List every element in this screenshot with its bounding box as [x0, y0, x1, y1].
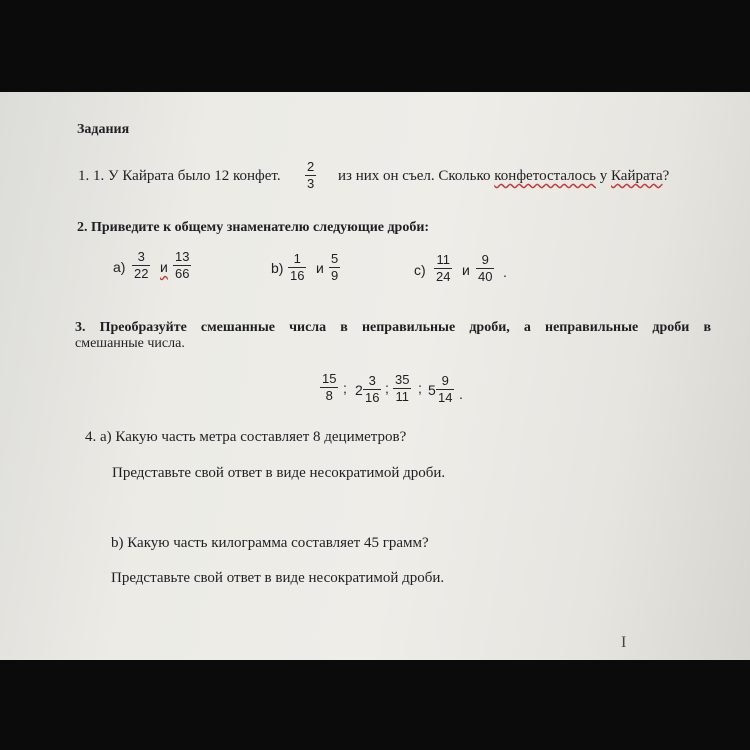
task2-a-fraction-1 — [132, 250, 150, 281]
task3-separator: ; — [418, 380, 422, 396]
task4-b-instruction: Представьте свой ответ в виде несократимой дроби. — [111, 570, 445, 586]
text-cursor-icon: I — [621, 634, 627, 651]
task1-spellcheck-word-2: Кайрата — [611, 168, 663, 184]
fraction-numerator: 2 — [307, 159, 315, 174]
task2-c-conjunction: и — [462, 262, 470, 278]
task2-b-label: b) — [271, 260, 284, 276]
task1-after-plain: из них он съел. Сколько — [338, 168, 491, 184]
fraction-numerator: 15 — [322, 371, 337, 386]
task3-fraction-4 — [436, 374, 454, 405]
task2-a-fraction-2 — [173, 250, 191, 281]
task3-fraction-1 — [320, 372, 338, 403]
task3-whole-part: 2 — [355, 382, 363, 398]
task2-c-period: . — [503, 264, 507, 280]
task1-fraction — [305, 160, 316, 191]
task2-b-fraction-2 — [329, 252, 340, 283]
task3-whole-part: 5 — [428, 382, 436, 398]
task3-period: . — [459, 386, 463, 402]
task4-b-question: b) Какую часть килограмма составляет 45 грамм? — [111, 535, 429, 551]
fraction-denominator: 3 — [307, 176, 315, 191]
fraction-numerator: 9 — [441, 373, 449, 388]
task1-spellcheck-word-1: конфетосталось — [494, 168, 596, 184]
fraction-denominator: 24 — [436, 269, 451, 284]
task1-after-mid: у — [599, 168, 608, 184]
task3-fraction-2 — [363, 374, 381, 405]
document-page — [0, 92, 750, 660]
task2-c-fraction-1 — [434, 253, 452, 284]
fraction-numerator: 1 — [293, 251, 301, 266]
fraction-denominator: 16 — [365, 390, 380, 405]
fraction-denominator: 40 — [478, 269, 493, 284]
fraction-denominator: 8 — [325, 388, 333, 403]
fraction-denominator: 9 — [331, 268, 339, 283]
task1-text-after — [338, 168, 669, 185]
task3-text-line-1: 3. Преобразуйте смешанные числа в неправильные дроби, а неправильные дроби в — [75, 320, 711, 335]
fraction-numerator: 9 — [481, 252, 489, 267]
heading: Задания — [77, 122, 130, 137]
task2-a-conjunction: и — [160, 259, 168, 275]
task2-c-label: c) — [414, 262, 426, 278]
fraction-numerator: 5 — [331, 251, 339, 266]
task2-b-fraction-1 — [288, 252, 306, 283]
task4-a-instruction: Представьте свой ответ в виде несократимой дроби. — [112, 465, 446, 481]
fraction-denominator: 14 — [438, 390, 453, 405]
task3-fraction-3 — [393, 373, 411, 404]
task2-a-label: а) — [113, 259, 126, 275]
fraction-denominator: 16 — [290, 268, 305, 283]
task2-c-fraction-2 — [476, 253, 494, 284]
task1-after-end: ? — [662, 168, 670, 184]
task3-separator: ; — [343, 380, 347, 396]
task2-b-conjunction: и — [316, 260, 324, 276]
fraction-denominator: 11 — [395, 389, 409, 404]
task4-a-question: 4. а) Какую часть метра составляет 8 дециметров? — [85, 429, 407, 445]
fraction-denominator: 22 — [134, 266, 149, 281]
fraction-numerator: 3 — [137, 249, 145, 264]
fraction-denominator: 66 — [175, 266, 190, 281]
fraction-numerator: 13 — [175, 249, 190, 264]
fraction-numerator: 35 — [395, 372, 410, 387]
task1-text-before: 1. 1. У Кайрата было 12 конфет. — [78, 168, 281, 184]
task3-text-line-2: смешанные числа. — [75, 336, 185, 351]
task3-separator: ; — [385, 380, 389, 396]
task2-title: 2. Приведите к общему знаменателю следующие дроби: — [77, 220, 430, 235]
fraction-numerator: 11 — [436, 252, 450, 267]
fraction-numerator: 3 — [368, 373, 376, 388]
